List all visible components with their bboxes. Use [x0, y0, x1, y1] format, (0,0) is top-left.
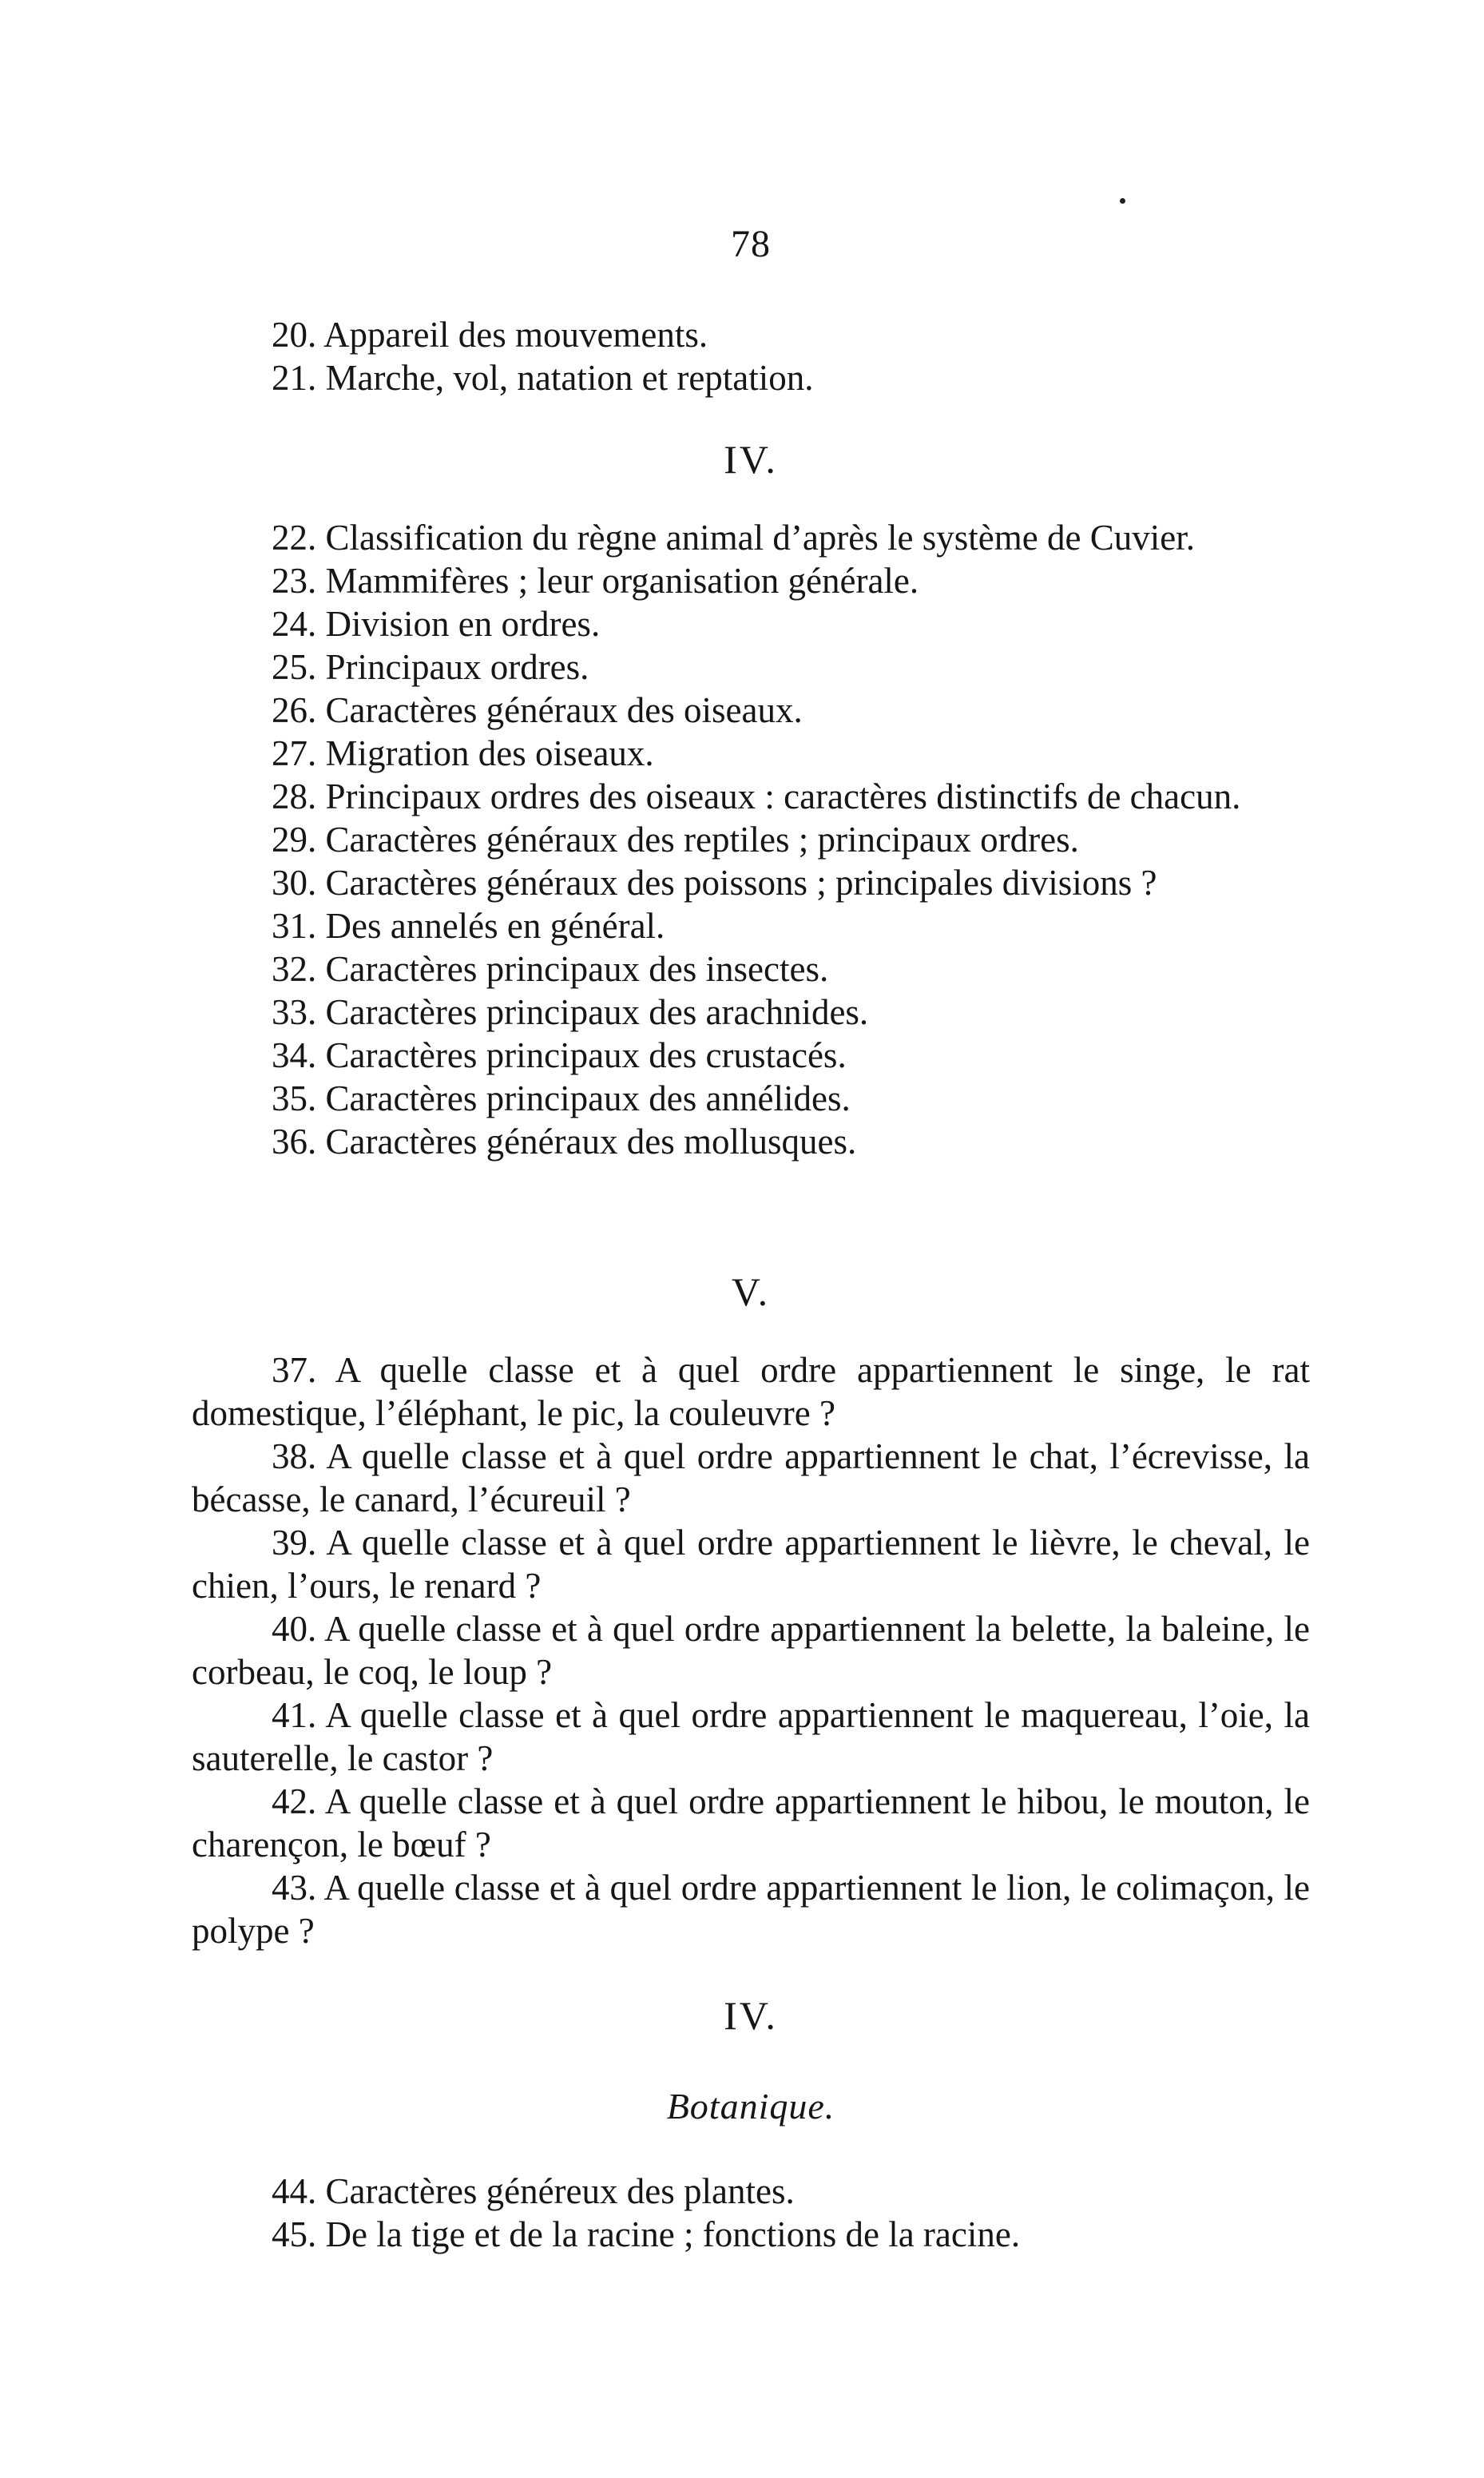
list-item: [192, 861, 1310, 904]
item-text: Caractères principaux des annélides.: [325, 1078, 851, 1118]
item-number: 27.: [272, 733, 317, 773]
list-item: [192, 356, 1310, 399]
item-number: 32.: [272, 949, 317, 989]
item-text: Classification du règne animal d’après le système de Cuvier.: [325, 518, 1195, 558]
item-number: 25.: [272, 647, 317, 687]
item-text: Caractères généraux des oiseaux.: [325, 690, 803, 730]
list-item: [192, 516, 1310, 559]
item-number: 24.: [272, 604, 317, 644]
list-item: [192, 732, 1310, 775]
section-heading: IV.: [724, 1993, 778, 2038]
item-number: 31.: [272, 906, 317, 946]
item-text: Principaux ordres des oiseaux : caractères distinctifs de chacun.: [325, 776, 1241, 816]
item-text: Caractères généraux des reptiles ; principaux ordres.: [325, 820, 1079, 860]
item-number: 41.: [272, 1695, 317, 1735]
item-text: A quelle classe et à quel ordre appartiennent le lièvre, le cheval, le chien, l’ours, le renard ?: [192, 1523, 1310, 1606]
item-text: A quelle classe et à quel ordre appartiennent le singe, le rat domestique, l’éléphant, le pic, la couleuvre ?: [192, 1350, 1310, 1433]
list-item: [192, 1077, 1310, 1120]
item-number: 26.: [272, 690, 317, 730]
item-text: Caractères principaux des insectes.: [325, 949, 829, 989]
item-text: Caractères généreux des plantes.: [325, 2171, 795, 2211]
list-item: [192, 1034, 1310, 1077]
list-item: [192, 559, 1310, 602]
item-number: 42.: [272, 1781, 317, 1821]
item-number: 35.: [272, 1078, 317, 1118]
item-number: 45.: [272, 2214, 317, 2254]
item-text: De la tige et de la racine ; fonctions de la racine.: [325, 2214, 1021, 2254]
item-number: 44.: [272, 2171, 317, 2211]
item-number: 33.: [272, 992, 317, 1032]
list-item: [192, 1607, 1310, 1694]
list-item: [192, 1521, 1310, 1607]
question-list-a: [192, 313, 1310, 399]
item-number: 39.: [272, 1523, 317, 1563]
item-text: Caractères généraux des mollusques.: [325, 1122, 857, 1162]
question-list-d: [192, 2170, 1310, 2256]
question-list-b: [192, 516, 1310, 1163]
item-text: Marche, vol, natation et reptation.: [325, 358, 814, 398]
list-item: [192, 1120, 1310, 1163]
item-text: A quelle classe et à quel ordre appartiennent le lion, le colimaçon, le polype ?: [192, 1868, 1310, 1951]
item-number: 37.: [272, 1350, 317, 1390]
list-item: [192, 818, 1310, 861]
list-item: [192, 645, 1310, 689]
item-text: A quelle classe et à quel ordre appartiennent le maquereau, l’oie, la sauterelle, le castor ?: [192, 1695, 1310, 1778]
item-text: Mammifères ; leur organisation générale.: [325, 561, 919, 601]
item-text: Caractères généraux des poissons ; principales divisions ?: [325, 863, 1157, 903]
item-number: 38.: [272, 1436, 317, 1476]
item-text: Division en ordres.: [325, 604, 601, 644]
list-item: [192, 689, 1310, 732]
list-item: [192, 602, 1310, 645]
list-item: [192, 1694, 1310, 1780]
list-item: [192, 904, 1310, 947]
item-number: 36.: [272, 1122, 317, 1162]
item-number: 20.: [272, 315, 317, 355]
item-number: 23.: [272, 561, 317, 601]
book-page: [192, 0, 1310, 2478]
list-item: [192, 991, 1310, 1034]
list-item: [192, 1348, 1310, 1435]
item-text: Des annelés en général.: [325, 906, 665, 946]
list-item: [192, 313, 1310, 356]
item-number: 22.: [272, 518, 317, 558]
item-number: 34.: [272, 1035, 317, 1075]
item-text: Migration des oiseaux.: [325, 733, 654, 773]
item-number: 29.: [272, 820, 317, 860]
subheading: Botanique.: [666, 2086, 835, 2127]
item-text: Caractères principaux des arachnides.: [325, 992, 869, 1032]
list-item: [192, 1435, 1310, 1521]
item-text: A quelle classe et à quel ordre appartiennent le chat, l’écrevisse, la bécasse, le canard, l’écureuil ?: [192, 1436, 1310, 1519]
list-item: [192, 2213, 1310, 2256]
list-item: [192, 775, 1310, 818]
page-number: 78: [731, 223, 771, 265]
item-text: Appareil des mouvements.: [323, 315, 708, 355]
item-number: 43.: [272, 1868, 317, 1908]
list-item: [192, 1780, 1310, 1866]
item-number: 21.: [272, 358, 317, 398]
item-number: 40.: [272, 1609, 317, 1649]
question-list-c: [192, 1348, 1310, 1952]
list-item: [192, 1866, 1310, 1952]
item-text: Caractères principaux des crustacés.: [325, 1035, 847, 1075]
item-text: A quelle classe et à quel ordre appartiennent le hibou, le mouton, le charençon, le bœuf ?: [192, 1781, 1310, 1864]
item-number: 28.: [272, 776, 317, 816]
list-item: [192, 947, 1310, 991]
item-number: 30.: [272, 863, 317, 903]
item-text: Principaux ordres.: [325, 647, 589, 687]
section-heading: V.: [731, 1269, 771, 1314]
list-item: [192, 2170, 1310, 2213]
section-heading: IV.: [724, 437, 778, 482]
item-text: A quelle classe et à quel ordre appartiennent la belette, la baleine, le corbeau, le coq, le loup ?: [192, 1609, 1310, 1692]
